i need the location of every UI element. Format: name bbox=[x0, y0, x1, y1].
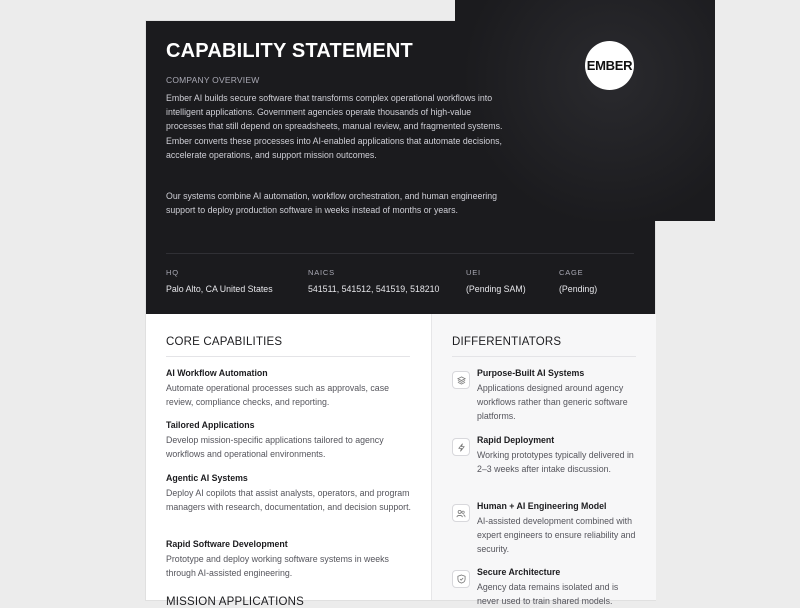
lightning-icon bbox=[452, 438, 470, 456]
overview-label: COMPANY OVERVIEW bbox=[166, 75, 260, 85]
shield-icon bbox=[452, 570, 470, 588]
fact-value: 541511, 541512, 541519, 518210 bbox=[308, 284, 440, 294]
page-title: CAPABILITY STATEMENT bbox=[166, 40, 413, 62]
section-divider bbox=[166, 356, 410, 357]
differentiators-section bbox=[431, 314, 656, 607]
fact-label: CAGE bbox=[559, 268, 584, 277]
capability-title: Tailored Applications bbox=[166, 420, 255, 430]
fact-cage bbox=[559, 268, 597, 294]
header-section bbox=[146, 21, 655, 314]
fact-label: UEI bbox=[466, 268, 481, 277]
differentiator-description: Working prototypes typically delivered in 2–3 weeks after intake discussion. bbox=[477, 450, 634, 475]
differentiator-description: AI-assisted development combined with expert engineers to ensure reliability and security. bbox=[477, 516, 636, 555]
differentiator-title: Rapid Deployment bbox=[477, 435, 555, 445]
fact-naics bbox=[308, 268, 439, 294]
capability-title: Agentic AI Systems bbox=[166, 473, 248, 483]
overview-paragraph-1: Ember AI builds secure software that transforms complex operational workflows into intelligent applications. Government agencies operate thousands of high-value processes that still depend on spreadsheets, manual review, and fragmented systems. Ember converts these processes into AI-enabled applications that automate decisions, accelerate operations, and support mission outcomes. bbox=[166, 93, 503, 160]
logo-text: EMBER bbox=[586, 58, 633, 73]
differentiator-description: Agency data remains isolated and is never used to train shared models. bbox=[477, 582, 619, 607]
capability-title: AI Workflow Automation bbox=[166, 368, 268, 378]
core-capabilities-section bbox=[146, 314, 431, 600]
differentiators-title: DIFFERENTIATORS bbox=[452, 336, 562, 348]
capability-description: Prototype and deploy working software systems in weeks through AI-assisted engineering. bbox=[166, 554, 389, 579]
differentiator-description: Applications designed around agency workflows rather than generic software platforms. bbox=[477, 383, 628, 422]
capability-description: Deploy AI copilots that assist analysts, operators, and program managers with research, documentation, and decision support. bbox=[166, 488, 411, 513]
overview-paragraph-2: Our systems combine AI automation, workflow orchestration, and human engineering support to deploy production software in weeks instead of months or years. bbox=[166, 191, 498, 216]
mission-applications-title: MISSION APPLICATIONS bbox=[166, 596, 304, 608]
differentiator-title: Secure Architecture bbox=[477, 567, 561, 577]
differentiator-title: Purpose-Built AI Systems bbox=[477, 368, 585, 378]
fact-value: (Pending SAM) bbox=[466, 284, 526, 294]
fact-label: HQ bbox=[166, 268, 179, 277]
fact-value: (Pending) bbox=[559, 284, 598, 294]
fact-value: Palo Alto, CA United States bbox=[166, 284, 273, 294]
section-divider bbox=[452, 356, 636, 357]
header-divider bbox=[166, 253, 634, 254]
fact-label: NAICS bbox=[308, 268, 335, 277]
capability-description: Develop mission-specific applications tailored to agency workflows and operational environments. bbox=[166, 435, 384, 460]
capability-item bbox=[166, 368, 411, 409]
capability-item bbox=[166, 420, 411, 461]
company-logo bbox=[585, 41, 634, 90]
capability-title: Rapid Software Development bbox=[166, 539, 288, 549]
fact-hq bbox=[166, 268, 273, 294]
capability-item bbox=[166, 539, 411, 580]
capability-statement-page bbox=[146, 21, 655, 608]
capability-item bbox=[166, 473, 411, 514]
fact-uei bbox=[466, 268, 526, 294]
layers-icon bbox=[452, 371, 470, 389]
core-capabilities-title: CORE CAPABILITIES bbox=[166, 336, 283, 348]
users-icon bbox=[452, 504, 470, 522]
differentiator-title: Human + AI Engineering Model bbox=[477, 501, 607, 511]
capability-description: Automate operational processes such as approvals, case review, compliance checks, and reporting. bbox=[166, 383, 389, 408]
